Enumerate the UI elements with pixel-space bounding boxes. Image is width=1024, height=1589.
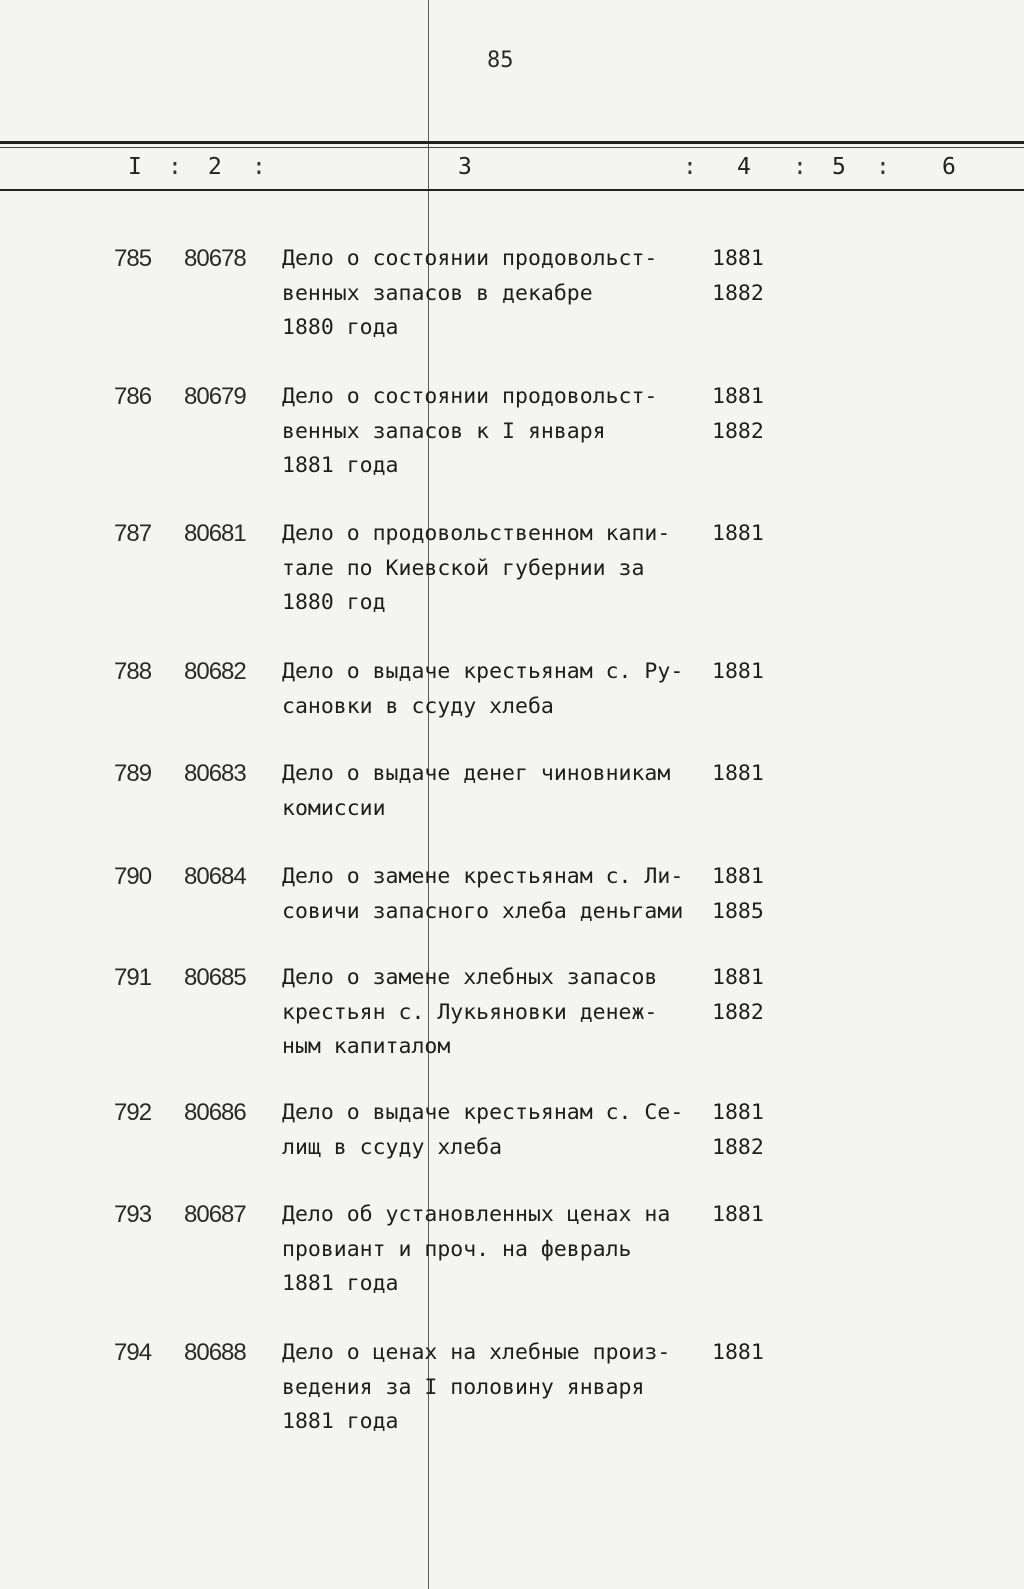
entry-title-line: 1880 года — [282, 315, 399, 340]
entry-title — [282, 961, 712, 1065]
column-header-5: 5 — [832, 154, 846, 180]
entry-title-line: крестьян с. Лукьяновки денеж- — [282, 999, 658, 1025]
entry-number: 785 — [114, 245, 152, 272]
entry-code: 80681 — [184, 520, 246, 547]
column-separator: : — [793, 154, 807, 180]
entry-year: 1881 — [712, 246, 764, 271]
entry-year: 1882 — [712, 280, 764, 306]
header-bottom-rule — [0, 189, 1024, 191]
column-header-4: 4 — [737, 154, 751, 180]
entry-number: 793 — [114, 1201, 152, 1228]
entry-years — [712, 1336, 764, 1371]
entry-title-line: 1881 года — [282, 453, 399, 478]
entry-year: 1881 — [712, 1340, 764, 1365]
entry-year: 1881 — [712, 1202, 764, 1227]
column-separator: : — [252, 154, 266, 180]
entry-year: 1882 — [712, 418, 764, 444]
column-separator: : — [876, 154, 890, 180]
entry-title-line: Дело о выдаче денег чиновникам — [282, 761, 671, 786]
entry-title-line: лищ в ссуду хлеба — [282, 1134, 503, 1160]
column-header-3: 3 — [458, 154, 472, 180]
page-number: 85 — [487, 48, 514, 73]
entry-title — [282, 757, 712, 826]
entry-title-line: тале по Киевской губернии за — [282, 555, 645, 581]
entry-years — [712, 1198, 764, 1233]
entry-year: 1881 — [712, 521, 764, 546]
entry-title-line: Дело о выдаче крестьянам с. Се- — [282, 1100, 684, 1125]
entry-title — [282, 1198, 712, 1302]
entry-title — [282, 380, 712, 484]
entry-title — [282, 1336, 712, 1440]
entry-code: 80686 — [184, 1099, 246, 1126]
entry-title-line: Дело о выдаче крестьянам с. Ру- — [282, 659, 684, 684]
entry-code: 80688 — [184, 1339, 246, 1366]
entry-title-line: венных запасов к I января — [282, 418, 606, 444]
entry-title-line: 1881 года — [282, 1409, 399, 1434]
column-header-6: 6 — [942, 154, 956, 180]
entry-title-line: Дело о замене крестьянам с. Ли- — [282, 864, 684, 889]
entry-title-line: Дело о замене хлебных запасов — [282, 965, 658, 990]
entry-number: 789 — [114, 760, 152, 787]
entry-number: 792 — [114, 1099, 152, 1126]
entry-number: 788 — [114, 658, 152, 685]
entry-number: 794 — [114, 1339, 152, 1366]
entry-title-line: сановки в ссуду хлеба — [282, 693, 554, 719]
entry-year: 1881 — [712, 864, 764, 889]
entry-years — [712, 380, 764, 449]
entry-years — [712, 860, 764, 929]
entry-title-line: Дело о продовольственном капи- — [282, 521, 671, 546]
header-top-rule-thin — [0, 147, 1024, 148]
entry-code: 80687 — [184, 1201, 246, 1228]
entry-title-line: 1880 год — [282, 590, 386, 615]
entry-number: 791 — [114, 964, 152, 991]
entry-number: 786 — [114, 383, 152, 410]
entry-title — [282, 1096, 712, 1165]
entry-years — [712, 757, 764, 792]
entry-title-line: Дело о состоянии продовольст- — [282, 246, 658, 271]
entry-title — [282, 242, 712, 346]
column-separator: : — [683, 154, 697, 180]
column-separator: : — [168, 154, 182, 180]
entry-title — [282, 655, 712, 724]
entry-title-line: Дело о ценах на хлебные произ- — [282, 1340, 671, 1365]
entry-title-line: совичи запасного хлеба деньгами — [282, 898, 684, 924]
entry-number: 787 — [114, 520, 152, 547]
entry-years — [712, 655, 764, 690]
entry-year: 1882 — [712, 999, 764, 1025]
column-header-1: I — [128, 154, 142, 180]
entry-years — [712, 961, 764, 1030]
entry-years — [712, 517, 764, 552]
entry-years — [712, 242, 764, 311]
column-header-2: 2 — [208, 154, 222, 180]
header-top-rule — [0, 141, 1024, 144]
entry-year: 1881 — [712, 384, 764, 409]
entry-code: 80679 — [184, 383, 246, 410]
entry-title-line: Дело об установленных ценах на — [282, 1202, 671, 1227]
entry-title-line: 1881 года — [282, 1271, 399, 1296]
entry-title-line: ным капиталом — [282, 1034, 451, 1059]
entry-year: 1881 — [712, 659, 764, 684]
entry-code: 80685 — [184, 964, 246, 991]
entry-title-line: ведения за I половину января — [282, 1374, 645, 1400]
entry-code: 80682 — [184, 658, 246, 685]
entry-years — [712, 1096, 764, 1165]
entry-year: 1882 — [712, 1134, 764, 1160]
entry-year: 1881 — [712, 761, 764, 786]
entry-title-line: провиант и проч. на февраль — [282, 1236, 632, 1262]
entry-title-line: комиссии — [282, 795, 386, 821]
entry-title-line: венных запасов в декабре — [282, 280, 593, 306]
entry-title — [282, 517, 712, 621]
entry-title-line: Дело о состоянии продовольст- — [282, 384, 658, 409]
entry-year: 1881 — [712, 1100, 764, 1125]
entry-year: 1885 — [712, 898, 764, 924]
entry-code: 80683 — [184, 760, 246, 787]
entry-code: 80684 — [184, 863, 246, 890]
entry-year: 1881 — [712, 965, 764, 990]
entry-number: 790 — [114, 863, 152, 890]
entry-title — [282, 860, 712, 929]
entry-code: 80678 — [184, 245, 246, 272]
